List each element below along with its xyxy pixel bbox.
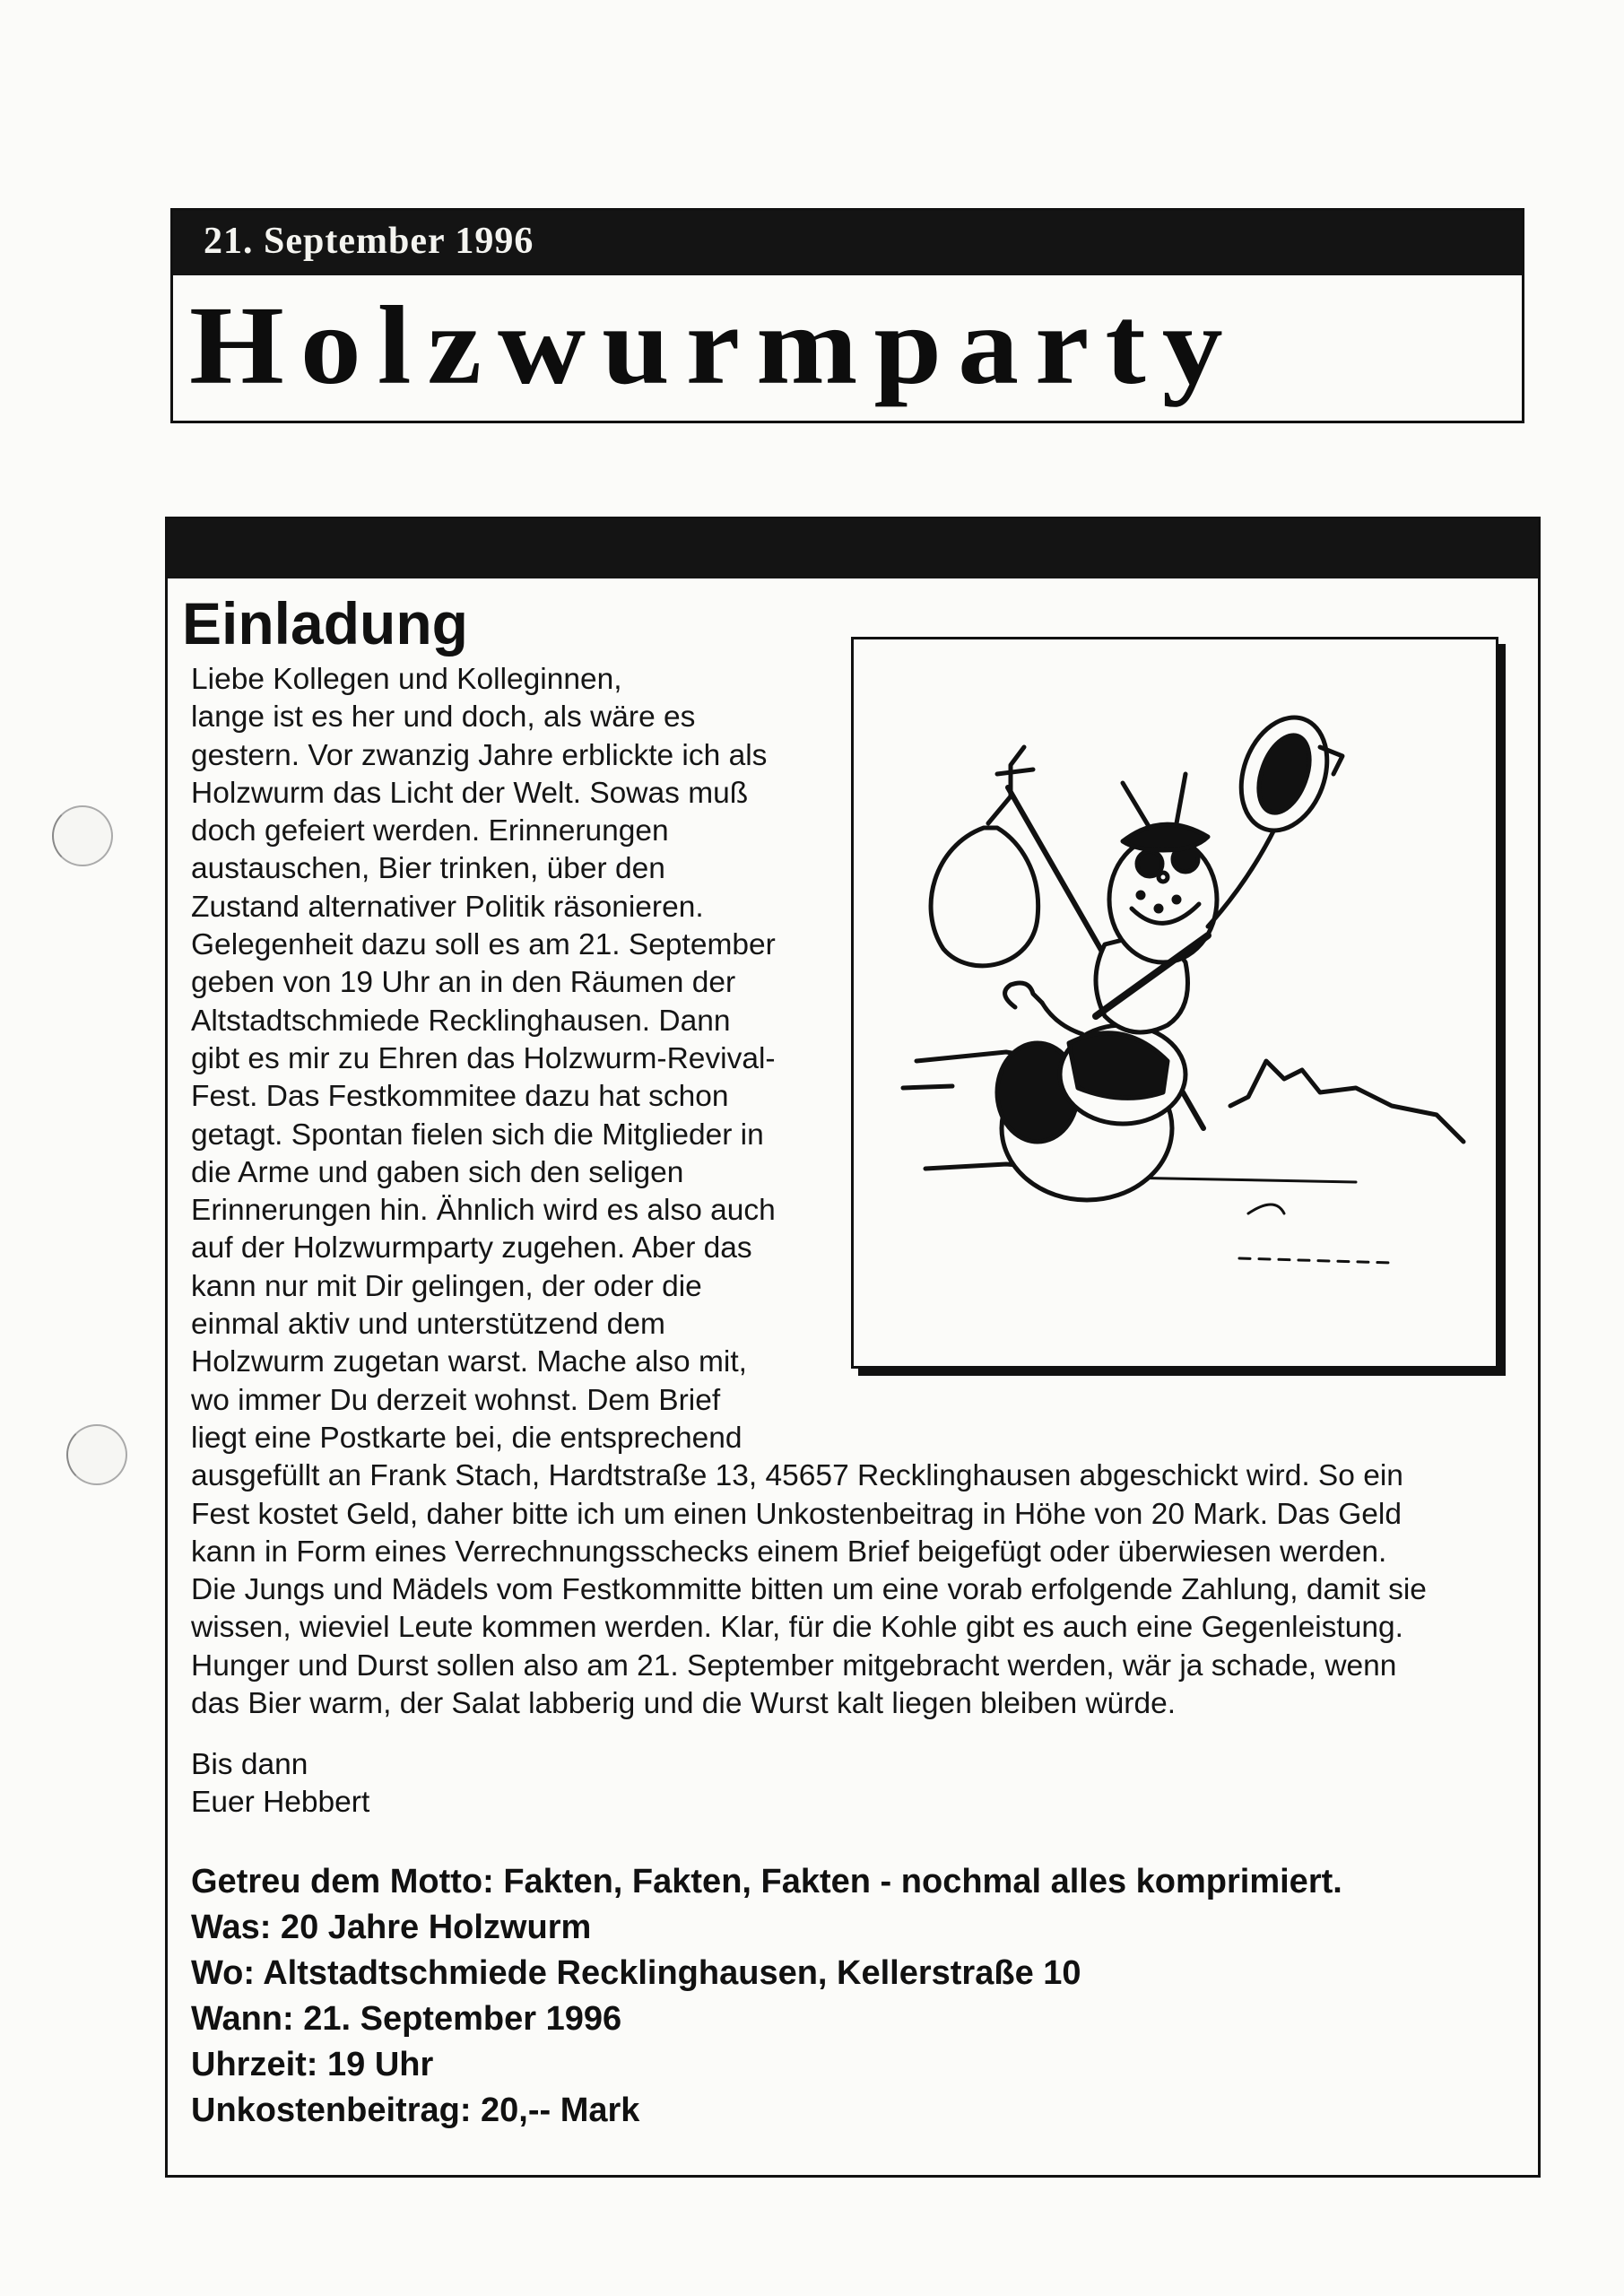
- header-block: [170, 208, 1524, 423]
- letter-line: Die Jungs und Mädels vom Festkommitte bitten um eine vorab erfolgende Zahlung, damit sie: [191, 1573, 1427, 1607]
- letter-line: Liebe Kollegen und Kolleginnen,: [191, 663, 622, 696]
- letter-line: die Arme und gaben sich den seligen: [191, 1155, 684, 1189]
- summary-what: Was: 20 Jahre Holzwurm: [191, 1909, 592, 1946]
- letter-line: liegt eine Postkarte bei, die entsprechend: [191, 1421, 743, 1455]
- letter-line: Holzwurm das Licht der Welt. Sowas muß: [191, 776, 749, 810]
- letter-line: wissen, wieviel Leute kommen werden. Klar, für die Kohle gibt es auch eine Gegenleistung.: [191, 1611, 1403, 1645]
- letter-line: Fest kostet Geld, daher bitte ich um einen Unkostenbeitrag in Höhe von 20 Mark. Das Geld: [191, 1497, 1403, 1531]
- letter-line: Hunger und Durst sollen also am 21. September mitgebracht werden, wär ja schade, wenn: [191, 1648, 1397, 1683]
- invitation-heading: Einladung: [182, 590, 468, 657]
- letter-line: Altstadtschmiede Recklinghausen. Dann: [191, 1004, 731, 1038]
- letter-line: getagt. Spontan fielen sich die Mitglieder in: [191, 1118, 764, 1152]
- letter-line: Erinnerungen hin. Ähnlich wird es also auch: [191, 1194, 776, 1228]
- summary-block: [191, 1859, 1342, 2134]
- letter-line: einmal aktiv und unterstützend dem: [191, 1308, 665, 1342]
- illustration-frame: [851, 637, 1498, 1369]
- summary-time: Uhrzeit: 19 Uhr: [191, 2046, 434, 2083]
- letter-line: ausgefüllt an Frank Stach, Hardtstraße 13, 45657 Recklinghausen abgeschickt wird. So ein: [191, 1459, 1403, 1493]
- event-date: 21. September 1996: [204, 221, 534, 262]
- letter-line: Fest. Das Festkommitee dazu hat schon: [191, 1080, 729, 1114]
- date-bar: [173, 211, 1522, 275]
- closing: Bis dann: [191, 1748, 308, 1781]
- letter-line: geben von 19 Uhr an in den Räumen der: [191, 966, 736, 1000]
- punch-hole-top: [52, 805, 113, 866]
- letter-line: das Bier warm, der Salat labberig und die Wurst kalt liegen bleiben würde.: [191, 1687, 1177, 1721]
- summary-where: Wo: Altstadtschmiede Recklinghausen, Kellerstraße 10: [191, 1954, 1081, 1992]
- letter-line: gestern. Vor zwanzig Jahre erblickte ich als: [191, 738, 768, 772]
- punch-hole-bottom: [66, 1424, 127, 1485]
- letter-line: Zustand alternativer Politik räsonieren.: [191, 890, 704, 924]
- letter-line: Gelegenheit dazu soll es am 21. September: [191, 928, 776, 962]
- letter-line: austauschen, Bier trinken, über den: [191, 852, 665, 886]
- letter-line: gibt es mir zu Ehren das Holzwurm-Revival-: [191, 1041, 776, 1075]
- signoff: [191, 1746, 369, 1822]
- letter-line: kann nur mit Dir gelingen, der oder die: [191, 1269, 702, 1303]
- signature: Euer Hebbert: [191, 1786, 370, 1819]
- letter-line: Holzwurm zugetan warst. Mache also mit,: [191, 1345, 747, 1379]
- letter-line: kann in Form eines Verrechnungsschecks einem Brief beigefügt oder überwiesen werden.: [191, 1535, 1387, 1569]
- woodworm-cartoon-icon: [854, 639, 1496, 1366]
- letter-line: doch gefeiert werden. Erinnerungen: [191, 814, 669, 848]
- summary-cost: Unkostenbeitrag: 20,-- Mark: [191, 2092, 640, 2129]
- letter-line: wo immer Du derzeit wohnst. Dem Brief: [191, 1383, 721, 1417]
- letter-line: lange ist es her und doch, als wäre es: [191, 700, 696, 735]
- letter-line: auf der Holzwurmparty zugehen. Aber das: [191, 1231, 752, 1265]
- invitation-box: [165, 517, 1541, 2178]
- summary-when: Wann: 21. September 1996: [191, 2000, 622, 2038]
- summary-motto: Getreu dem Motto: Fakten, Fakten, Fakten - nochmal alles komprimiert.: [191, 1863, 1342, 1900]
- page-title: Holzwurmparty: [189, 283, 1239, 408]
- invitation-bar: [168, 519, 1538, 578]
